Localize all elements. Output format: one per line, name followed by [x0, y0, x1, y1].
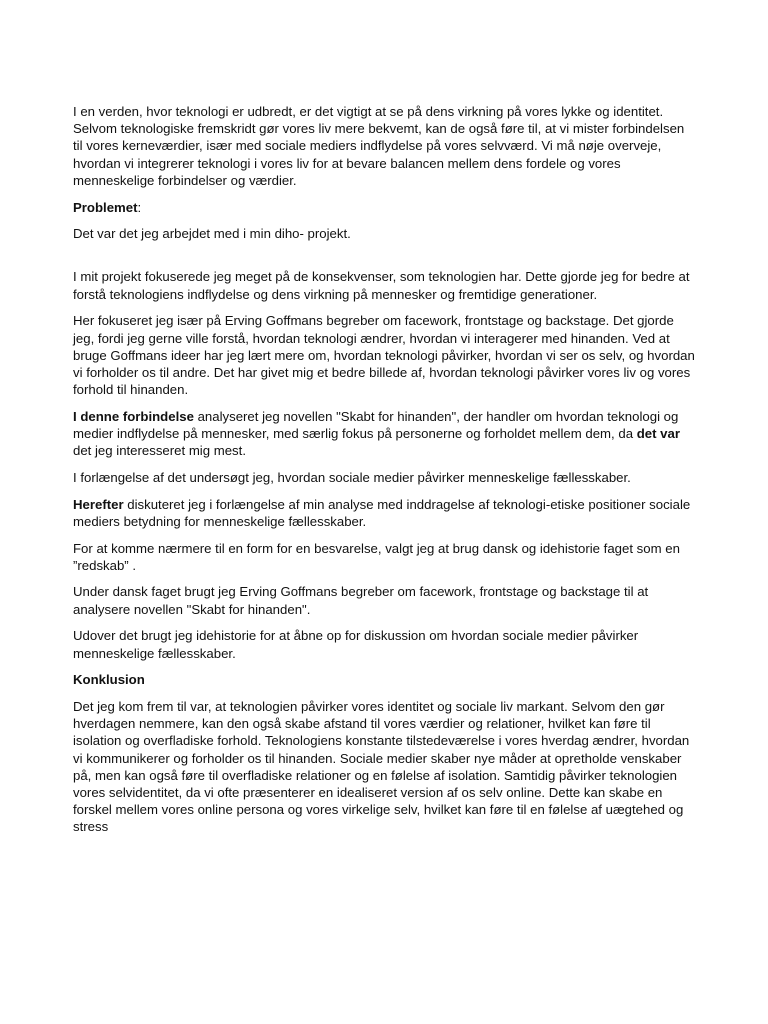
document-page — [73, 103, 695, 845]
afterwards-text: diskuteret jeg i forlængelse af min analyse med inddragelse af teknologi-etiske positioner sociale mediers betydning for menneskelige fællesskaber. — [73, 496, 691, 529]
focus-paragraph: I mit projekt fokuserede jeg meget på de konsekvenser, som teknologien har. Dette gjorde jeg for bedre at forstå teknologiens indflydelse og dens virkning på mennesker og fremtidige generationer. — [73, 269, 690, 302]
social-paragraph: I forlængelse af det undersøgt jeg, hvordan sociale medier påvirker menneskelige fællesskaber. — [73, 469, 631, 485]
novel-text-1: analyseret jeg novellen "Skabt for hinanden", der handler om hvordan teknologi og medier indflydelse på mennesker, med særlig fokus på personerne og forholdet mellem dem, da — [73, 408, 679, 442]
conclusion-paragraph: Det jeg kom frem til var, at teknologien påvirker vores identitet og sociale liv markant. Selvom den gør hverdagen nemmere, kan den også skabe afstand til vores værdier og relationer, hvilket kan føre til isolation og overfladiske forhold. Teknologiens konstante tilstedeværelse i vores hverdag ændrer, hvordan vi kommunikerer og forholder os til hinanden. Sociale medier skaber nye måder at opretholde venskaber på, men kan også føre til overfladiske relationer og en følelse af isolation. Samtidig påvirker teknologien vores selvidentitet, da vi ofte præsenterer en idealiseret version af os selv online. Dette kan skabe en forskel mellem vores online persona og vores virkelige selv, hvilket kan føre til en følelse af uægtehed og stress — [73, 698, 690, 835]
afterwards-paragraph — [73, 496, 695, 530]
afterwards-bold: Herefter — [73, 496, 124, 512]
problem-heading-line — [73, 199, 695, 216]
novel-text-2: det jeg interesseret mig mest. — [73, 443, 246, 459]
tool-paragraph: For at komme nærmere til en form for en besvarelse, valgt jeg at brug dansk og idehistorie faget som en ”redskab” . — [73, 540, 680, 573]
conclusion-heading: Konklusion — [73, 672, 145, 688]
problem-paragraph: Det var det jeg arbejdet med i min diho- projekt. — [73, 226, 351, 242]
problem-heading-colon: : — [137, 199, 142, 215]
intro-paragraph: I en verden, hvor teknologi er udbredt, er det vigtigt at se på dens virkning på vores lykke og identitet. Selvom teknologiske fremskridt gør vores liv mere bekvemt, kan de også føre til, at vi mister forbindelsen til vores kerneværdier, især med sociale mediers indflydelse på vores selvværd. Vi må nøje overveje, hvordan vi integrerer teknologi i vores liv for at bevare balancen mellem dens fordele og vores menneskelige forbindelser og værdier. — [73, 104, 685, 188]
goffman-paragraph: Her fokuseret jeg især på Erving Goffmans begreber om facework, frontstage og backstage. Det gjorde jeg, fordi jeg gerne ville forstå, hvordan teknologi ændrer, hvordan vi interagerer med hinanden. Ved at bruge Goffmans ideer har jeg lært mere om, hvordan teknologi påvirker, hvordan vi ser os selv, og hvordan vi forholder os til andre. Det har givet mig et bedre billede af, hvordan teknologi påvirker vores liv og vores forhold til hinanden. — [73, 313, 695, 398]
problem-heading: Problemet — [73, 199, 138, 215]
history-paragraph: Udover det brugt jeg idehistorie for at åbne op for diskussion om hvordan sociale medier påvirker menneskelige fællesskaber. — [73, 628, 639, 661]
conclusion-heading-line — [73, 671, 695, 688]
novel-paragraph — [73, 408, 695, 460]
danish-paragraph: Under dansk faget brugt jeg Erving Goffmans begreber om facework, frontstage og backstage til at analysere novellen "Skabt for hinanden". — [73, 584, 649, 617]
novel-bold-mid: det var — [636, 426, 680, 442]
novel-bold-start: I denne forbindelse — [73, 408, 194, 424]
